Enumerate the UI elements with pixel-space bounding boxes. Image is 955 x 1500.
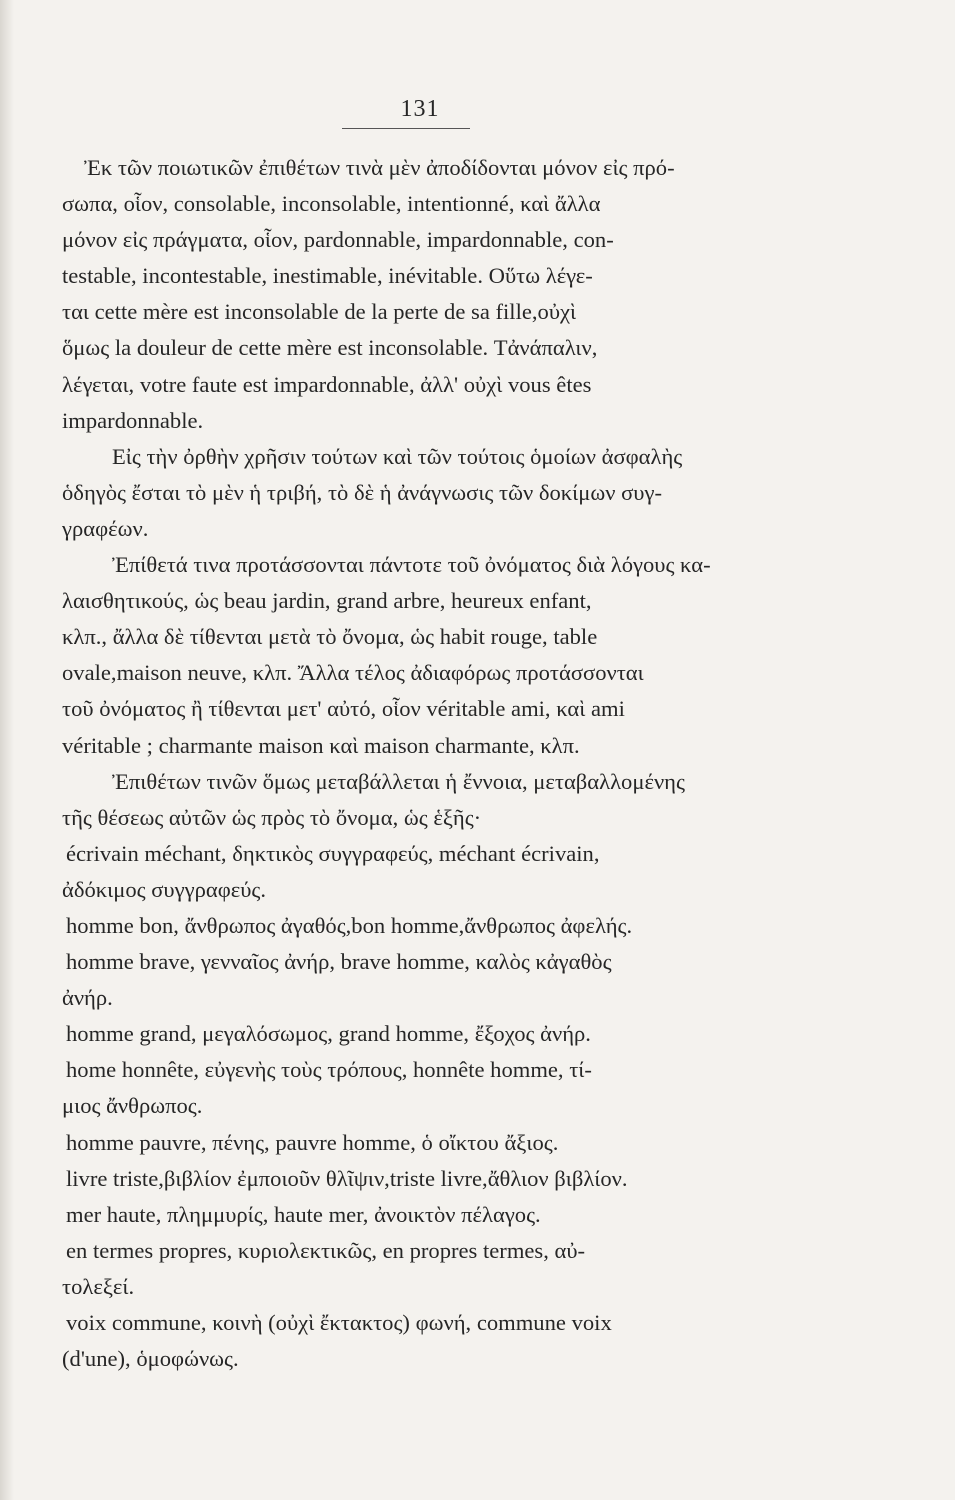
text-line: Ἐπιθέτων τινῶν ὅμως μεταβάλλεται ἡ ἔννοια, μεταβαλλομένης <box>112 768 685 794</box>
text-line: γραφέων. <box>62 515 149 541</box>
scan-edge <box>0 0 14 1500</box>
text-line: τῆς θέσεως αὐτῶν ὡς πρὸς τὸ ὄνομα, ὡς ἑξῆς· <box>62 804 482 830</box>
text-line: τοῦ ὀνόματος ἢ τίθενται μετ' αὐτό, οἷον véritable ami, καὶ ami <box>62 696 625 722</box>
text-line: ὁδηγὸς ἔσται τὸ μὲν ἡ τριβή, τὸ δὲ ἡ ἀνάγνωσις τῶν δοκίμων συγ- <box>62 479 662 505</box>
text-line: homme brave, γενναῖος ἀνήρ, brave homme, καλὸς κἀγαθὸς <box>66 949 612 975</box>
text-line: voix commune, κοινὴ (οὐχὶ ἔκτακτος) φωνή, commune voix <box>66 1310 612 1335</box>
text-line: en termes propres, κυριολεκτικῶς, en propres termes, αὐ- <box>66 1237 586 1263</box>
text-line: homme grand, μεγαλόσωμος, grand homme, ἔξοχος ἀνήρ. <box>66 1021 591 1047</box>
text-line: testable, incontestable, inestimable, inévitable. Οὕτω λέγε- <box>62 263 593 289</box>
text-line: homme pauvre, πένης, pauvre homme, ὁ οἴκτου ἄξιος. <box>66 1129 559 1155</box>
text-line: ται cette mère est inconsolable de la perte de sa fille,οὐχὶ <box>62 299 577 325</box>
text-line: mer haute, πλημμυρίς, haute mer, ἀνοικτὸν πέλαγος. <box>66 1201 541 1227</box>
page-number: 131 <box>400 96 440 122</box>
text-line: ovale,maison neuve, κλπ. Ἄλλα τέλος ἀδιαφόρως προτάσσονται <box>62 660 644 686</box>
text-line: véritable ; charmante maison καὶ maison charmante, κλπ. <box>62 732 580 758</box>
text-line: λαισθητικούς, ὡς beau jardin, grand arbre, heureux enfant, <box>62 588 592 614</box>
text-line: Εἰς τὴν ὀρθὴν χρῆσιν τούτων καὶ τῶν τούτοις ὁμοίων ἀσφαλὴς <box>112 443 683 469</box>
text-line: λέγεται, votre faute est impardonnable, ἀλλ' οὐχὶ vous êtes <box>62 371 592 397</box>
text-line: μόνον εἰς πράγματα, οἷον, pardonnable, impardonnable, con- <box>62 227 614 253</box>
text-line: ὅμως la douleur de cette mère est inconsolable. Τἀνάπαλιν, <box>62 335 598 361</box>
text-line: Ἐκ τῶν ποιωτικῶν ἐπιθέτων τινὰ μὲν ἀποδίδονται μόνον εἰς πρό- <box>84 155 675 180</box>
text-line: home honnête, εὐγενὴς τοὺς τρόπους, honnête homme, τί- <box>66 1057 592 1083</box>
page-body <box>62 150 786 1377</box>
text-line: σωπα, οἷον, consolable, inconsolable, intentionné, καὶ ἄλλα <box>62 191 601 217</box>
header-rule <box>342 128 470 129</box>
text-line: τολεξεί. <box>62 1273 135 1299</box>
text-line: (d'une), ὁμοφώνως. <box>62 1346 239 1372</box>
text-line: homme bon, ἄνθρωπος ἀγαθός,bon homme,ἄνθρωπος ἀφελής. <box>66 912 633 938</box>
text-line: impardonnable. <box>62 407 204 433</box>
text-line: Ἐπίθετά τινα προτάσσονται πάντοτε τοῦ ὀνόματος διὰ λόγους κα- <box>112 552 711 578</box>
text-line: livre triste,βιβλίον ἐμποιοῦν θλῖψιν,triste livre,ἄθλιον βιβλίον. <box>66 1165 628 1191</box>
text-line: écrivain méchant, δηκτικὸς συγγραφεύς, méchant écrivain, <box>66 840 600 866</box>
text-line: κλπ., ἄλλα δὲ τίθενται μετὰ τὸ ὄνομα, ὡς habit rouge, table <box>62 624 598 650</box>
text-line: ἀδόκιμος συγγραφεύς. <box>62 876 267 902</box>
text-line: μιος ἄνθρωπος. <box>62 1093 203 1119</box>
text-line: ἀνήρ. <box>62 985 113 1011</box>
